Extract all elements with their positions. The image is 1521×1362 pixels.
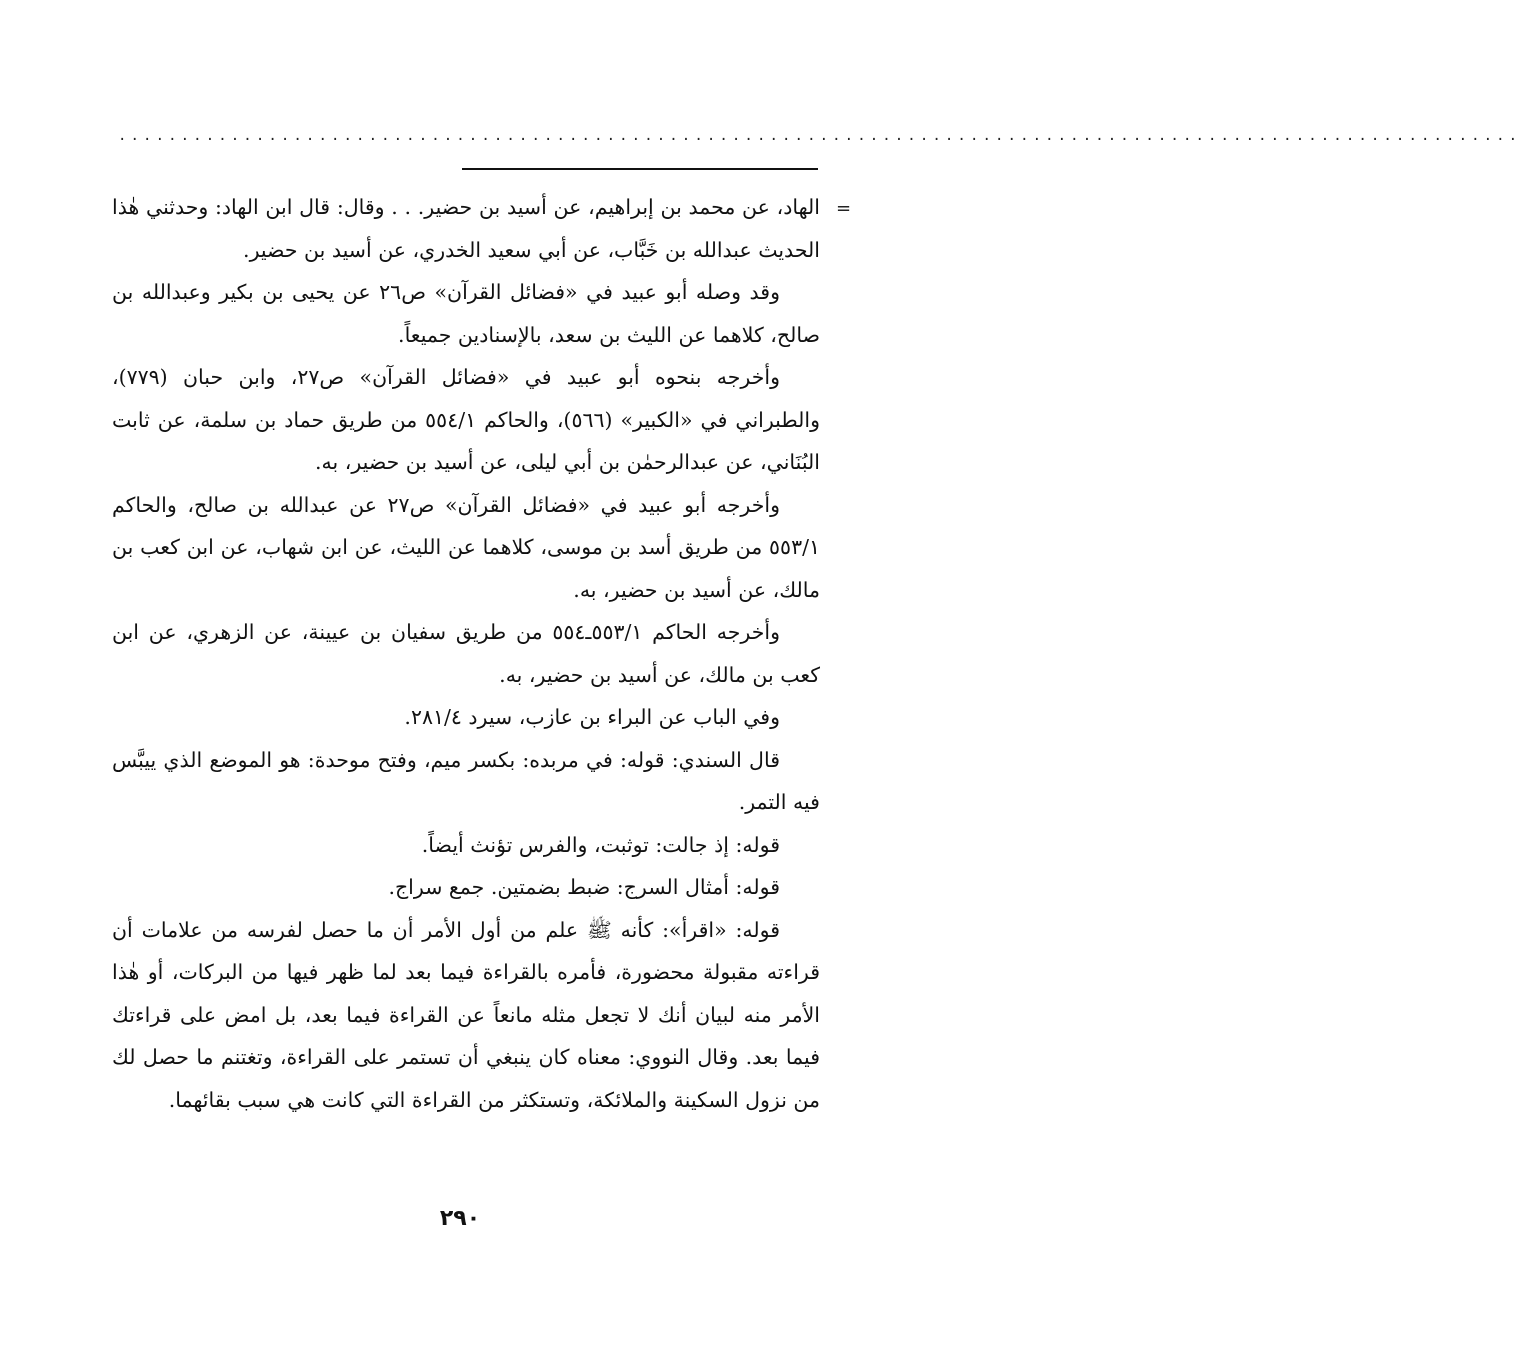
paragraph-hakim: وأخرجه الحاكم ٥٥٣/١ـ٥٥٤ من طريق سفيان بن عيينة، عن الزهري، عن ابن كعب بن مالك، عن أسيد بن حضير، به. [112, 620, 820, 687]
paragraph-bara: وفي الباب عن البراء بن عازب، سيرد ٢٨١/٤. [404, 705, 780, 729]
dotted-separator: ................................................................................................................ [118, 128, 1521, 144]
footnote-text [112, 186, 820, 1121]
paragraph-abu-ubaid: وقد وصله أبو عبيد في «فضائل القرآن» ص٢٦ عن يحيى بن بكير وعبدالله بن صالح، كلاهما عن الليث بن سعد، بالإسنادين جميعاً. [112, 280, 820, 347]
paragraph-jalat: قوله: إذ جالت: توثبت، والفرس تؤنث أيضاً. [421, 832, 780, 857]
footnote-rule [462, 168, 818, 170]
paragraph-abu-ubaid-2: وأخرجه أبو عبيد في «فضائل القرآن» ص٢٧ عن عبدالله بن صالح، والحاكم ٥٥٣/١ من طريق أسد بن موسى، كلاهما عن الليث، عن ابن شهاب، عن ابن كعب بن مالك، عن أسيد بن حضير، به. [112, 492, 820, 602]
paragraph-iqra: قوله: «اقرأ»: كأنه ﷺ علم من أول الأمر أن ما حصل لفرسه من علامات أن قراءته مقبولة محضورة، فأمره بالقراءة فيما بعد لما ظهر فيها من البركات، أو هٰذا الأمر منه لبيان أنك لا تجعل مثله مانعاً عن القراءة فيما بعد، بل امض على قراءتك فيما بعد. وقال النووي: معناه كان ينبغي أن تستمر على القراءة، وتغتنم ما حصل لك من نزول السكينة والملائكة، وتستكثر من القراءة التي كانت هي سبب بقائهما. [112, 917, 820, 1112]
page-number: ٢٩٠ [439, 1206, 481, 1231]
paragraph-ibn-hibban: وأخرجه بنحوه أبو عبيد في «فضائل القرآن» ص٢٧، وابن حبان (٧٧٩)، والطبراني في «الكبير» (٥٦٦)، والحاكم ٥٥٤/١ من طريق حماد بن سلمة، عن ثابت البُنَاني، عن عبدالرحمٰن بن أبي ليلى، عن أسيد بن حضير، به. [112, 365, 820, 474]
paragraph-suruj: قوله: أمثال السرج: ضبط بضمتين. جمع سراج. [388, 875, 780, 899]
paragraph-sindi: قال السندي: قوله: في مربده: بكسر ميم، وفتح موحدة: هو الموضع الذي ييبَّس فيه التمر. [112, 747, 820, 814]
paragraph-continued: الهاد، عن محمد بن إبراهيم، عن أسيد بن حضير. . . وقال: قال ابن الهاد: وحدثني هٰذا الحديث عبدالله بن خَبَّاب، عن أبي سعيد الخدري، عن أسيد بن حضير. [112, 195, 820, 262]
continuation-mark: = [836, 198, 852, 219]
